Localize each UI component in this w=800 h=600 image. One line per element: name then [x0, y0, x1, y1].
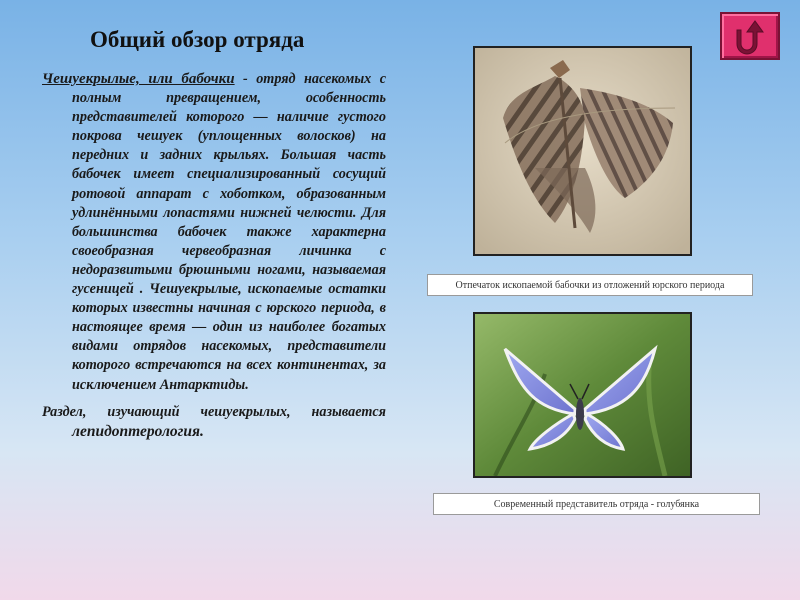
return-button[interactable]: [720, 12, 780, 60]
return-arrow-icon: [731, 18, 771, 56]
slide-title: Общий обзор отряда: [90, 27, 305, 52]
lead-term: Чешуекрылые, или бабочки: [42, 71, 235, 87]
paragraph-discipline: [42, 403, 386, 442]
butterfly-caption: Современный представитель отряда - голубянка: [433, 493, 760, 515]
fossil-butterfly-image: [475, 48, 690, 254]
fossil-caption: Отпечаток ископаемой бабочки из отложений юрского периода: [427, 274, 753, 296]
paragraph-description: [42, 70, 386, 395]
discipline-term: лепидоптерология.: [72, 422, 204, 440]
blue-butterfly-image: [475, 314, 690, 476]
discipline-prefix: Раздел, изучающий чешуекрылых, называется: [42, 403, 386, 420]
fossil-photo: [473, 46, 692, 256]
butterfly-photo: [473, 312, 692, 478]
main-text: [42, 70, 386, 442]
description-text: - отряд насекомых с полным превращением, особенность представителей которого — наличие густого покрова чешуек (уплощенных волосков) на передних и задних крыльях. Большая часть бабочек имеет специализированный сосущий ротовой аппарат с хоботком, образованным удлинёнными лопастями нижней челюсти. Для большинства бабочек также характерна своеобразная червеобразная личинка с недоразвитыми брюшными ногами, называемая гусеницей . Чешуекрылые, ископаемые остатки которых известны начиная с юрского периода, в настоящее время — один из наиболее богатых видами отрядов насекомых, представители которого встречаются на всех континентах, за исключением Антарктиды.: [72, 71, 386, 393]
